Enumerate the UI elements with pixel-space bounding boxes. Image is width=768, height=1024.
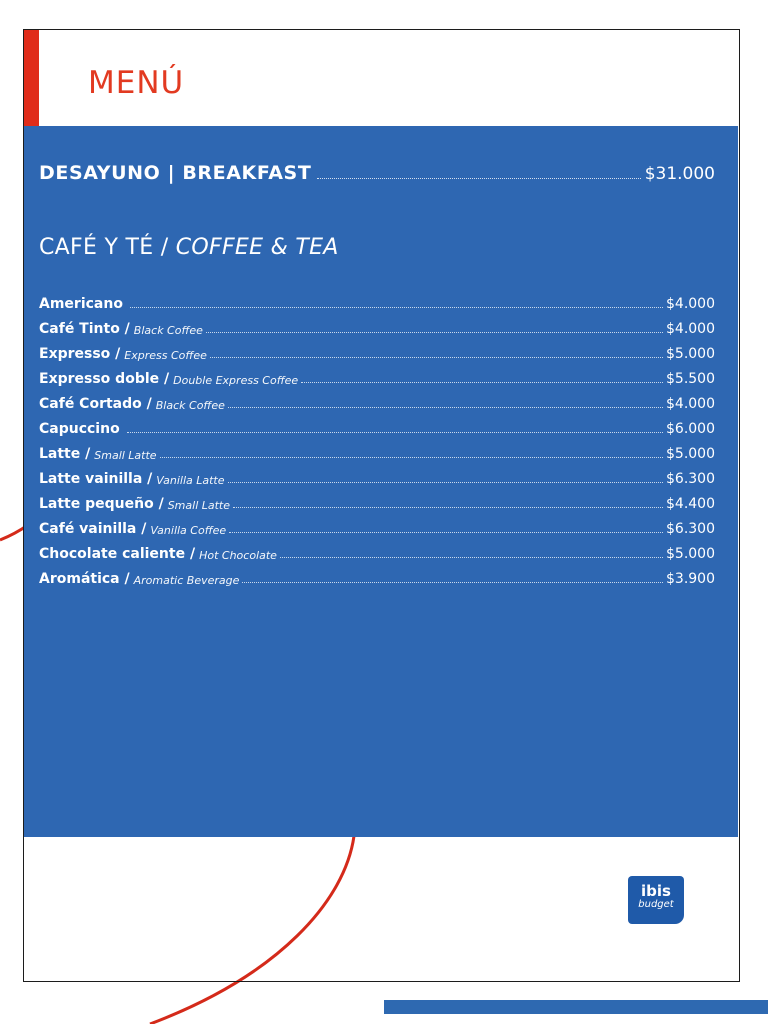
item-translation: Small Latte bbox=[94, 449, 157, 462]
breakfast-row bbox=[39, 160, 715, 184]
item-price: $3.900 bbox=[666, 571, 715, 587]
item-name: Café Cortado / bbox=[39, 396, 152, 412]
menu-item bbox=[39, 537, 715, 562]
dot-leader bbox=[210, 357, 663, 358]
header-accent-stripe bbox=[24, 30, 39, 126]
item-price: $4.400 bbox=[666, 496, 715, 512]
item-translation: Small Latte bbox=[167, 499, 231, 512]
item-price: $4.000 bbox=[666, 321, 715, 337]
dot-leader bbox=[160, 457, 663, 458]
item-name: Chocolate caliente / bbox=[39, 546, 196, 562]
item-translation: Black Coffee bbox=[133, 324, 203, 337]
dot-leader bbox=[233, 507, 663, 508]
breakfast-price: $31.000 bbox=[644, 164, 715, 184]
page-title: MENÚ bbox=[88, 65, 185, 101]
item-price: $6.000 bbox=[666, 421, 715, 437]
item-translation: Express Coffee bbox=[124, 349, 207, 362]
dot-leader bbox=[301, 382, 663, 383]
menu-item bbox=[39, 287, 715, 312]
item-price: $6.300 bbox=[666, 521, 715, 537]
item-name: Expresso doble / bbox=[39, 371, 170, 387]
item-name: Café vainilla / bbox=[39, 521, 147, 537]
item-translation: Hot Chocolate bbox=[199, 549, 277, 562]
logo-text-budget: budget bbox=[638, 899, 674, 910]
item-price: $5.000 bbox=[666, 446, 715, 462]
dot-leader bbox=[280, 557, 663, 558]
menu-item bbox=[39, 512, 715, 537]
menu-page bbox=[23, 29, 740, 982]
item-translation: Vanilla Coffee bbox=[150, 524, 227, 537]
section-title-es: CAFÉ Y TÉ / bbox=[39, 235, 176, 260]
section-title bbox=[39, 235, 339, 260]
menu-item bbox=[39, 362, 715, 387]
item-name: Expresso / bbox=[39, 346, 121, 362]
item-price: $5.500 bbox=[666, 371, 715, 387]
item-name: Capuccino bbox=[39, 421, 120, 437]
dot-leader bbox=[127, 432, 663, 433]
dot-leader bbox=[228, 407, 663, 408]
ibis-budget-logo bbox=[628, 876, 684, 924]
menu-item bbox=[39, 462, 715, 487]
footer-bar bbox=[384, 1000, 768, 1014]
item-name: Latte vainilla / bbox=[39, 471, 153, 487]
item-price: $6.300 bbox=[666, 471, 715, 487]
menu-item bbox=[39, 562, 715, 587]
menu-item bbox=[39, 312, 715, 337]
menu-header bbox=[24, 30, 738, 126]
item-price: $5.000 bbox=[666, 546, 715, 562]
dot-leader bbox=[130, 307, 663, 308]
breakfast-label: DESAYUNO | BREAKFAST bbox=[39, 162, 312, 184]
item-name: Americano bbox=[39, 296, 123, 312]
menu-item bbox=[39, 437, 715, 462]
menu-item bbox=[39, 487, 715, 512]
logo-text-ibis: ibis bbox=[641, 882, 671, 900]
item-name: Café Tinto / bbox=[39, 321, 130, 337]
item-translation: Black Coffee bbox=[155, 399, 225, 412]
dot-leader bbox=[228, 482, 664, 483]
menu-item bbox=[39, 412, 715, 437]
item-price: $4.000 bbox=[666, 296, 715, 312]
menu-panel bbox=[24, 126, 738, 837]
item-name: Latte / bbox=[39, 446, 91, 462]
menu-item bbox=[39, 337, 715, 362]
item-price: $4.000 bbox=[666, 396, 715, 412]
menu-item-list bbox=[39, 287, 715, 587]
item-translation: Vanilla Latte bbox=[156, 474, 225, 487]
section-title-en: COFFEE & TEA bbox=[175, 235, 339, 260]
dot-leader bbox=[206, 332, 663, 333]
dot-leader bbox=[229, 532, 663, 533]
item-translation: Double Express Coffee bbox=[173, 374, 299, 387]
menu-item bbox=[39, 387, 715, 412]
item-price: $5.000 bbox=[666, 346, 715, 362]
dot-leader bbox=[242, 582, 663, 583]
item-translation: Aromatic Beverage bbox=[133, 574, 240, 587]
dot-leader bbox=[317, 178, 640, 179]
item-name: Aromática / bbox=[39, 571, 130, 587]
item-name: Latte pequeño / bbox=[39, 496, 164, 512]
